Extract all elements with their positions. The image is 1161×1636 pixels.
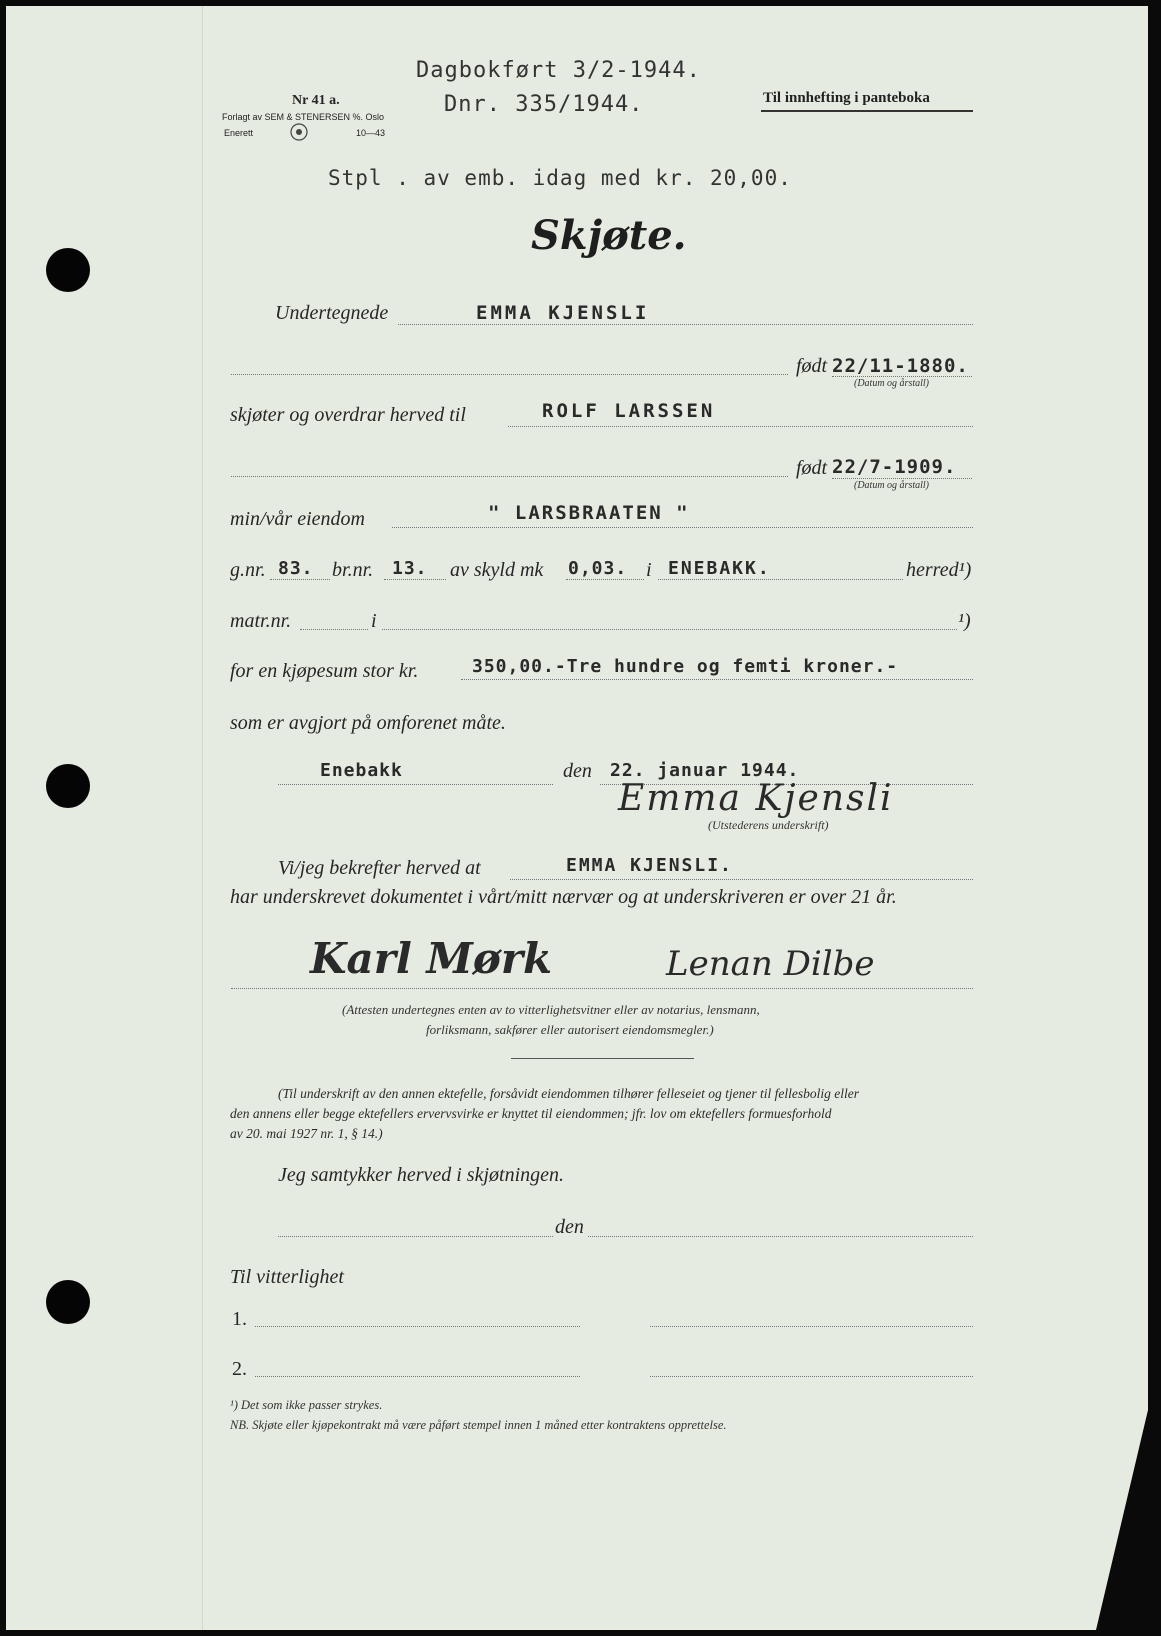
born-label-1: født <box>796 355 828 377</box>
matr-label: matr.nr. <box>230 610 292 632</box>
attest-note-2: forliksmann, sakfører eller autorisert eiendomsmegler.) <box>426 1022 714 1037</box>
born-label-2: født <box>796 457 828 479</box>
witness-1-dotline-left <box>255 1326 580 1327</box>
confirm-label: Vi/jeg bekrefter herved at <box>278 857 481 879</box>
spouse-note-2: den annens eller begge ektefellers ervervsvirke er knyttet til eiendommen; jfr. lov om ektefellers formuesforhold <box>230 1106 832 1121</box>
herred-label: herred¹) <box>906 559 972 581</box>
skyld-value: 0,03. <box>568 558 628 579</box>
margin-fold-line <box>202 6 203 1630</box>
issuer-caption: (Utstederens underskrift) <box>708 818 829 832</box>
property-label: min/vår eiendom <box>230 508 365 530</box>
witness-heading: Til vitterlighet <box>230 1266 344 1288</box>
form-number: Nr 41 a. <box>292 93 340 108</box>
confirm-dotline <box>510 879 973 880</box>
brnr-dotline <box>384 579 446 580</box>
gnr-value: 83. <box>278 558 314 579</box>
date-caption-2: (Datum og årstall) <box>854 480 929 491</box>
property-dotline <box>392 527 973 528</box>
separator-rule <box>511 1058 694 1059</box>
edition-label: 10—43 <box>356 128 386 138</box>
punch-hole-top <box>46 248 90 292</box>
copyright-label: Enerett <box>224 128 254 138</box>
price-value: 350,00.-Tre hundre og femti kroner.- <box>472 656 899 677</box>
born-dotline-2 <box>231 476 788 477</box>
undersigned-label: Undertegnede <box>275 302 389 324</box>
den-label: den <box>563 760 592 782</box>
publisher-line: Forlagt av SEM & STENERSEN %. Oslo <box>222 112 385 122</box>
registration-line: Dagbokført 3/2-1944. <box>416 58 701 83</box>
issuer-signature: Emma Kjensli <box>618 778 894 819</box>
settled-text: som er avgjort på omforenet måte. <box>230 712 506 734</box>
brnr-label: br.nr. <box>332 559 374 581</box>
place-dotline <box>278 784 553 785</box>
folded-corner <box>1096 1410 1148 1630</box>
witness-2-dotline-left <box>255 1376 580 1377</box>
skyld-dotline <box>566 579 644 580</box>
born-value-2: 22/7-1909. <box>832 456 957 478</box>
witness-signature-1: Karl Mørk <box>310 934 553 983</box>
document-title: Skjøte. <box>531 212 687 259</box>
price-label: for en kjøpesum stor kr. <box>230 660 419 682</box>
gnr-label: g.nr. <box>230 559 266 581</box>
transferee-dotline <box>508 426 973 427</box>
undersigned-value: EMMA KJENSLI <box>476 302 650 324</box>
gnr-dotline <box>270 579 330 580</box>
municipality-dotline <box>658 579 903 580</box>
born-value-dotline-2 <box>832 478 972 479</box>
confirm-value: EMMA KJENSLI. <box>566 855 733 876</box>
consent-date-dotline <box>588 1236 973 1237</box>
price-dotline <box>461 679 973 680</box>
registration-number: Dnr. 335/1944. <box>444 92 644 117</box>
born-value-1: 22/11-1880. <box>832 355 969 377</box>
date-value: 22. januar 1944. <box>610 760 800 781</box>
place-value: Enebakk <box>320 760 403 781</box>
skyld-label: av skyld mk <box>450 559 544 581</box>
municipality-value: ENEBAKK. <box>668 558 771 579</box>
punch-hole-middle <box>46 764 90 808</box>
attest-note-1: (Attesten undertegnes enten av to vitterlighetsvitner eller av notarius, lensmann, <box>342 1002 760 1017</box>
witness-1-label: 1. <box>232 1308 247 1330</box>
date-caption-1: (Datum og årstall) <box>854 378 929 389</box>
punch-hole-bottom <box>46 1280 90 1324</box>
witness-2-label: 2. <box>232 1358 247 1380</box>
matr-dotline <box>300 629 368 630</box>
footnote-1: ¹) Det som ikke passer strykes. <box>230 1398 383 1412</box>
confirm-text: har underskrevet dokumentet i vårt/mitt nærvær og at underskriveren er over 21 år. <box>230 886 897 908</box>
witness-2-dotline-right <box>650 1376 973 1377</box>
consent-place-dotline <box>278 1236 553 1237</box>
document-sheet <box>6 6 1148 1630</box>
property-value: " LARSBRAATEN " <box>488 502 690 524</box>
matr-i-label: i <box>371 610 377 632</box>
born-dotline-1 <box>231 374 788 375</box>
binding-note: Til innhefting i panteboka <box>763 90 930 106</box>
witness-1-dotline-right <box>650 1326 973 1327</box>
transfer-label: skjøter og overdrar herved til <box>230 404 466 426</box>
transferee-value: ROLF LARSSEN <box>542 400 716 422</box>
brnr-value: 13. <box>392 558 428 579</box>
footnote-2: NB. Skjøte eller kjøpekontrakt må være påført stempel innen 1 måned etter kontraktens opprettelse. <box>230 1418 727 1432</box>
consent-den-label: den <box>555 1216 584 1238</box>
consent-text: Jeg samtykker herved i skjøtningen. <box>278 1164 565 1186</box>
born-value-dotline-1 <box>832 376 972 377</box>
municipality-i-label: i <box>646 559 652 581</box>
spouse-note-3: av 20. mai 1927 nr. 1, § 14.) <box>230 1126 383 1141</box>
witness-signature-2: Lenan Dilbe <box>666 944 875 984</box>
stamp-note: Stpl . av emb. idag med kr. 20,00. <box>328 166 792 190</box>
publisher-logo-icon <box>289 122 309 142</box>
undersigned-dotline <box>398 324 973 325</box>
witness-signature-dotline <box>231 988 973 989</box>
matr-i-dotline <box>382 629 957 630</box>
spouse-note-1: (Til underskrift av den annen ektefelle, forsåvidt eiendommen tilhører felleseiet og tjener til fellesbolig eller <box>278 1086 859 1101</box>
binding-note-underline <box>761 110 973 112</box>
matr-end-label: ¹) <box>958 610 971 632</box>
